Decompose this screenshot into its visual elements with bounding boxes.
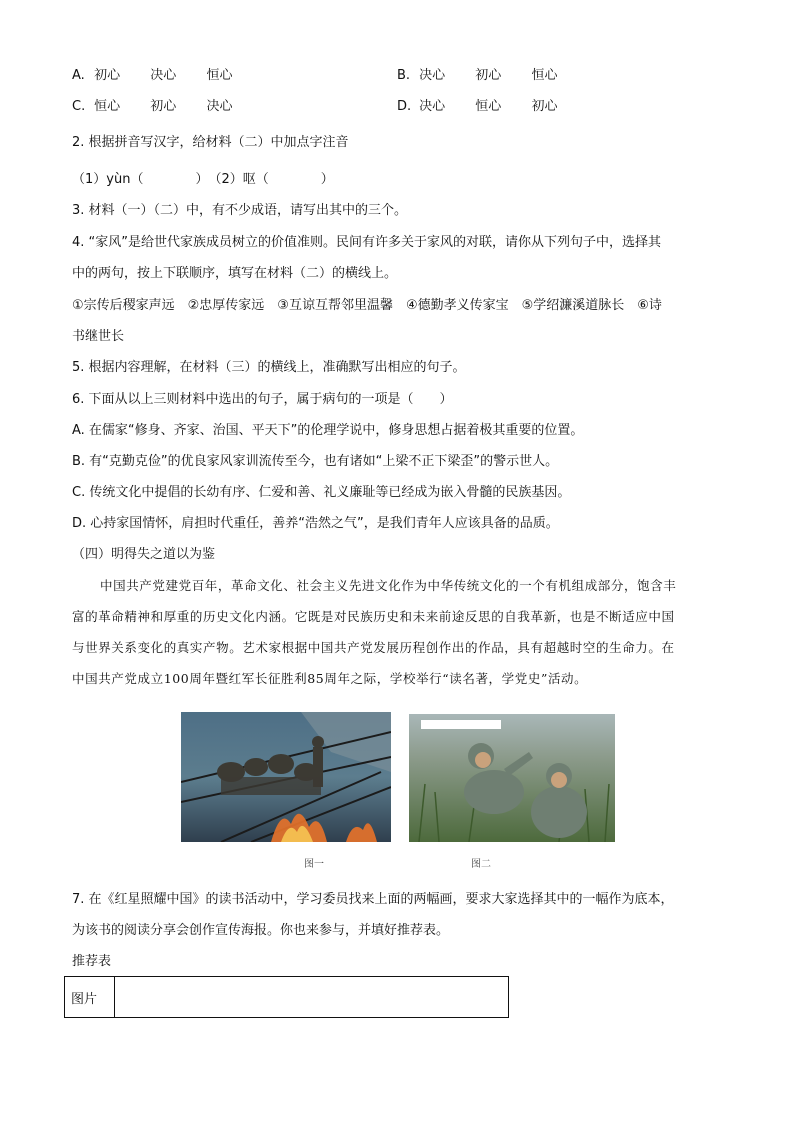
question-7-line1: 7. 在《红星照耀中国》的读书活动中，学习委员找来上面的两幅画，要求大家选择其中的一幅作为底本， [72,892,674,907]
option-label: D. [397,99,412,114]
question-6-option-c: C. 传统文化中提倡的长幼有序、仁爱和善、礼义廉耻等已经成为嵌入骨髓的民族基因。 [72,485,571,500]
question-2: 2. 根据拼音写汉字，给材料（二）中加点字注音 [72,135,349,150]
figure-2-painting [409,714,615,842]
option-word: 决心 [150,68,177,83]
section-paragraph-line: 富的革命精神和厚重的历史文化内涵。它既是对民族历史和未来前途反思的自我革新，也是不断适应中国 [72,609,675,624]
option-c [72,97,258,117]
table-row [65,977,509,1018]
option-word: 决心 [419,68,446,83]
option-label: C. [72,99,86,114]
table-title: 推荐表 [72,954,112,969]
table-answer-cell[interactable] [115,977,509,1018]
question-7-line2: 为该书的阅读分享会创作宣传海报。你也来参与，并填好推荐表。 [72,923,450,938]
question-6-option-d: D. 心持家国情怀，肩担时代重任，善养“浩然之气”，是我们青年人应该具备的品质。 [72,516,559,531]
question-4-line2: 中的两句，按上下联顺序，填写在材料（二）的横线上。 [72,266,398,281]
section-paragraph-line: 与世界关系变化的真实产物。艺术家根据中国共产党发展历程创作出的作品，具有超越时空的生命力。在 [72,640,675,655]
question-6-stem: 6. 下面从以上三则材料中选出的句子，属于病句的一项是（ ） [72,392,453,407]
figure-2-caption: 图二 [471,859,491,870]
option-word: 初心 [94,68,121,83]
figure-1-caption: 图一 [304,859,324,870]
option-b [397,66,583,86]
question-2-blanks: （1）yùn（ ） （2）呕（ ） [72,172,334,187]
section-heading: （四）明得失之道以为鉴 [72,547,216,562]
question-4-choices: ①宗传后稷家声远 ②忠厚传家远 ③互谅互帮邻里温馨 ④德勤孝义传家宝 ⑤学绍濂溪道脉长 ⑥诗 [72,298,662,313]
option-word: 恒心 [206,68,233,83]
question-4-choices-cont: 书继世长 [72,329,125,344]
question-6-option-b: B. 有“克勤克俭”的优良家风家训流传至今，也有诸如“上梁不正下梁歪”的警示世人。 [72,454,559,469]
question-3: 3. 材料（一）（二）中，有不少成语，请写出其中的三个。 [72,203,408,218]
section-paragraph-line: 中国共产党建党百年，革命文化、社会主义先进文化作为中华传统文化的一个有机组成部分，饱含丰 [100,578,677,593]
option-word: 恒心 [94,99,121,114]
question-4-line1: 4. “家风”是给世代家族成员树立的价值准则。民间有许多关于家风的对联，请你从下列句子中，选择其 [72,235,662,250]
table-row-label: 图片 [65,977,115,1018]
option-word: 决心 [419,99,446,114]
option-word: 初心 [531,99,558,114]
question-6-option-a: A. 在儒家“修身、齐家、治国、平天下”的伦理学说中，修身思想占据着极其重要的位置。 [72,423,584,438]
recommendation-table [64,976,509,1018]
question-5: 5. 根据内容理解，在材料（三）的横线上，准确默写出相应的句子。 [72,360,466,375]
option-word: 决心 [206,99,233,114]
option-word: 初心 [150,99,177,114]
option-word: 初心 [475,68,502,83]
option-label: B. [397,68,411,83]
section-paragraph-line: 中国共产党成立100周年暨红军长征胜利85周年之际，学校举行“读名著，学党史”活动。 [72,671,588,686]
option-a [72,66,258,86]
option-word: 恒心 [475,99,502,114]
option-label: A. [72,68,85,83]
option-word: 恒心 [531,68,558,83]
figure-1-painting [181,712,391,842]
option-d [397,97,583,117]
